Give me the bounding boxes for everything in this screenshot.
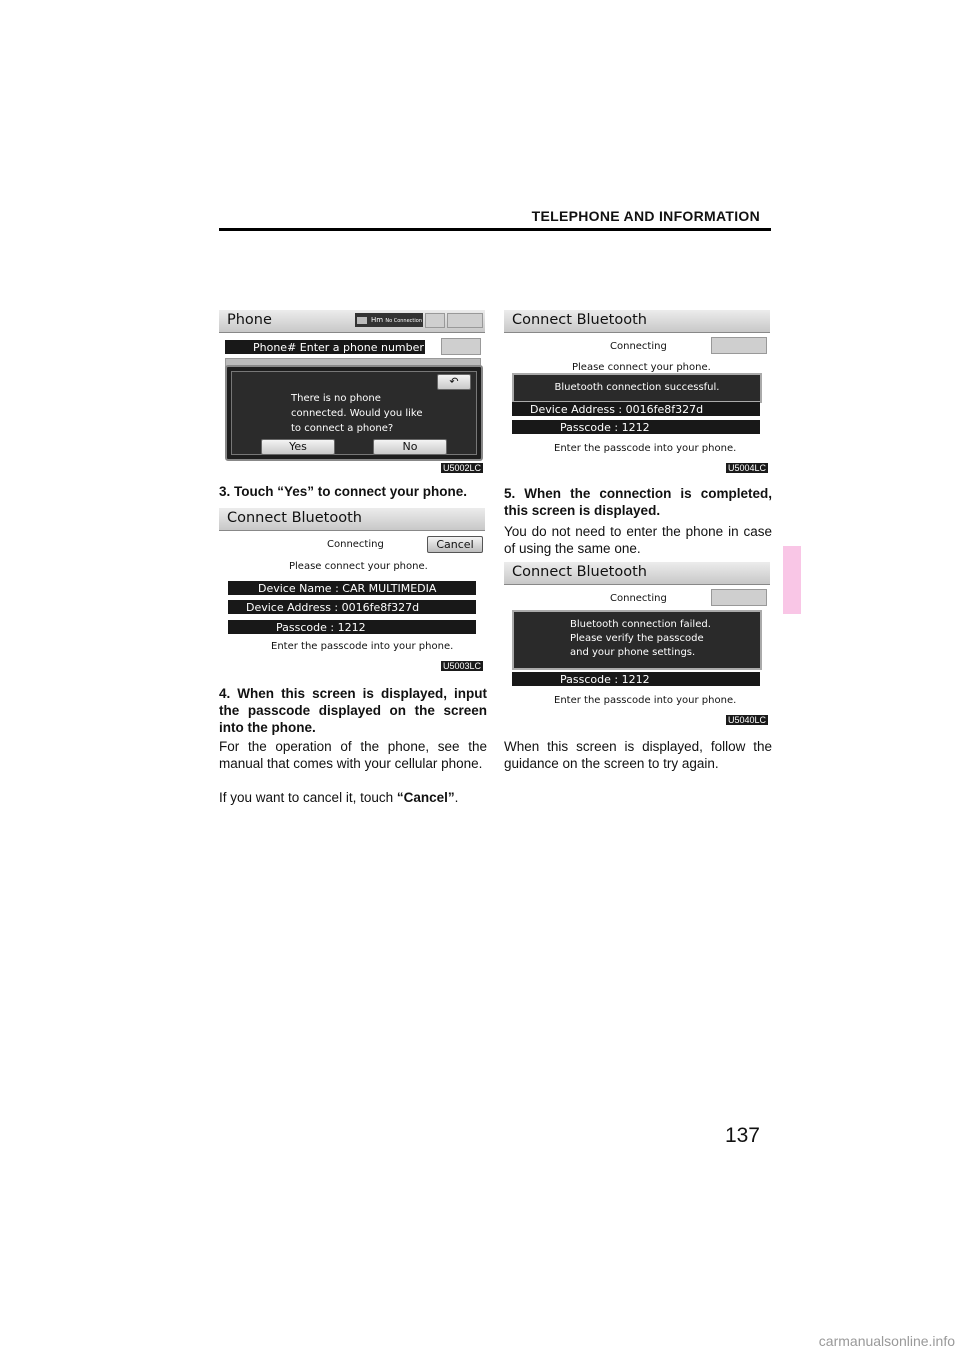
screen-titlebar xyxy=(504,562,770,585)
connecting-label: Connecting xyxy=(327,539,384,550)
enter-passcode-label: Enter the passcode into your phone. xyxy=(554,695,737,706)
passcode-bar: Passcode : 1212 xyxy=(512,420,760,434)
back-button[interactable] xyxy=(437,374,471,390)
passcode-bar: Passcode : 1212 xyxy=(512,672,760,686)
status-button xyxy=(447,313,483,328)
figure-code: U5003LC xyxy=(442,661,481,671)
step-5-paragraph: You do not need to enter the phone in case of using the same one. xyxy=(504,524,772,556)
success-message-box xyxy=(512,373,762,403)
phone-number-input[interactable]: Phone# Enter a phone number xyxy=(225,340,425,354)
cancel-button[interactable]: Cancel xyxy=(427,536,483,553)
phone-screen xyxy=(219,310,485,475)
section-side-tab xyxy=(783,546,801,614)
connecting-label: Connecting xyxy=(610,341,667,352)
no-button[interactable]: No xyxy=(373,439,447,455)
cancel-button-disabled xyxy=(711,337,767,354)
connect-prompt: Please connect your phone. xyxy=(289,561,428,572)
cancel-instruction xyxy=(219,789,487,806)
cancel-instruction-text: If you want to cancel it, touch xyxy=(219,790,397,805)
figure-code: U5004LC xyxy=(727,463,766,473)
status-label: Hm xyxy=(371,316,384,324)
dialog-line: There is no phone xyxy=(291,393,381,404)
connecting-label: Connecting xyxy=(610,593,667,604)
connect-bluetooth-screen xyxy=(219,508,485,673)
dial-button xyxy=(441,338,481,355)
device-address-bar: Device Address : 0016fe8f327d xyxy=(228,600,476,614)
fail-message-line: Please verify the passcode xyxy=(570,633,704,644)
header-rule xyxy=(219,228,771,231)
status-button xyxy=(425,313,445,328)
no-phone-dialog xyxy=(225,365,483,461)
success-message: Bluetooth connection successful. xyxy=(554,382,720,393)
screen-titlebar xyxy=(504,310,770,333)
dialog-message xyxy=(291,391,422,436)
figure-code: U5040LC xyxy=(727,715,766,725)
back-arrow-icon: ↶ xyxy=(449,375,459,388)
cancel-reference: “Cancel” xyxy=(396,790,455,805)
watermark: carmanualsonline.info xyxy=(818,1333,955,1349)
step-3-heading: 3. Touch “Yes” to connect your phone. xyxy=(219,484,468,499)
fail-message-line: Bluetooth connection failed. xyxy=(570,619,711,630)
screen-title: Connect Bluetooth xyxy=(512,564,647,580)
section-header: TELEPHONE AND INFORMATION xyxy=(531,208,760,224)
screen-titlebar xyxy=(219,310,485,333)
screen-title: Connect Bluetooth xyxy=(512,312,647,328)
yes-button[interactable]: Yes xyxy=(261,439,335,455)
cancel-button-disabled xyxy=(711,589,767,606)
connection-failed-screen xyxy=(504,562,770,727)
connection-success-screen xyxy=(504,310,770,475)
figure-code: U5002LC xyxy=(442,463,481,473)
screen-titlebar xyxy=(219,508,485,531)
dialog-line: connected. Would you like xyxy=(291,408,423,419)
connect-prompt: Please connect your phone. xyxy=(572,362,711,373)
passcode-bar: Passcode : 1212 xyxy=(228,620,476,634)
device-address-bar: Device Address : 0016fe8f327d xyxy=(512,402,760,416)
enter-passcode-label: Enter the passcode into your phone. xyxy=(554,443,737,454)
status-bar xyxy=(355,313,423,327)
fail-message-line: and your phone settings. xyxy=(570,647,696,658)
no-connection-label: No Connection xyxy=(385,318,423,324)
step-5-heading: 5. When the connection is completed, this screen is displayed. xyxy=(504,486,772,518)
page-number: 137 xyxy=(724,1124,760,1147)
dialog-line: to connect a phone? xyxy=(291,423,394,434)
step-4-paragraph: For the operation of the phone, see the manual that comes with your cellular phone. xyxy=(219,739,487,771)
step-4-heading: 4. When this screen is displayed, input the passcode displayed on the screen into the phone. xyxy=(219,686,487,735)
failure-paragraph: When this screen is displayed, follow the guidance on the screen to try again. xyxy=(504,739,772,771)
enter-passcode-label: Enter the passcode into your phone. xyxy=(271,641,454,652)
battery-icon xyxy=(357,317,367,324)
device-name-bar: Device Name : CAR MULTIMEDIA xyxy=(228,581,476,595)
fail-message-box xyxy=(512,610,762,670)
screen-title: Phone xyxy=(227,312,272,328)
screen-title: Connect Bluetooth xyxy=(227,510,362,526)
cancel-instruction-period: . xyxy=(454,790,459,805)
